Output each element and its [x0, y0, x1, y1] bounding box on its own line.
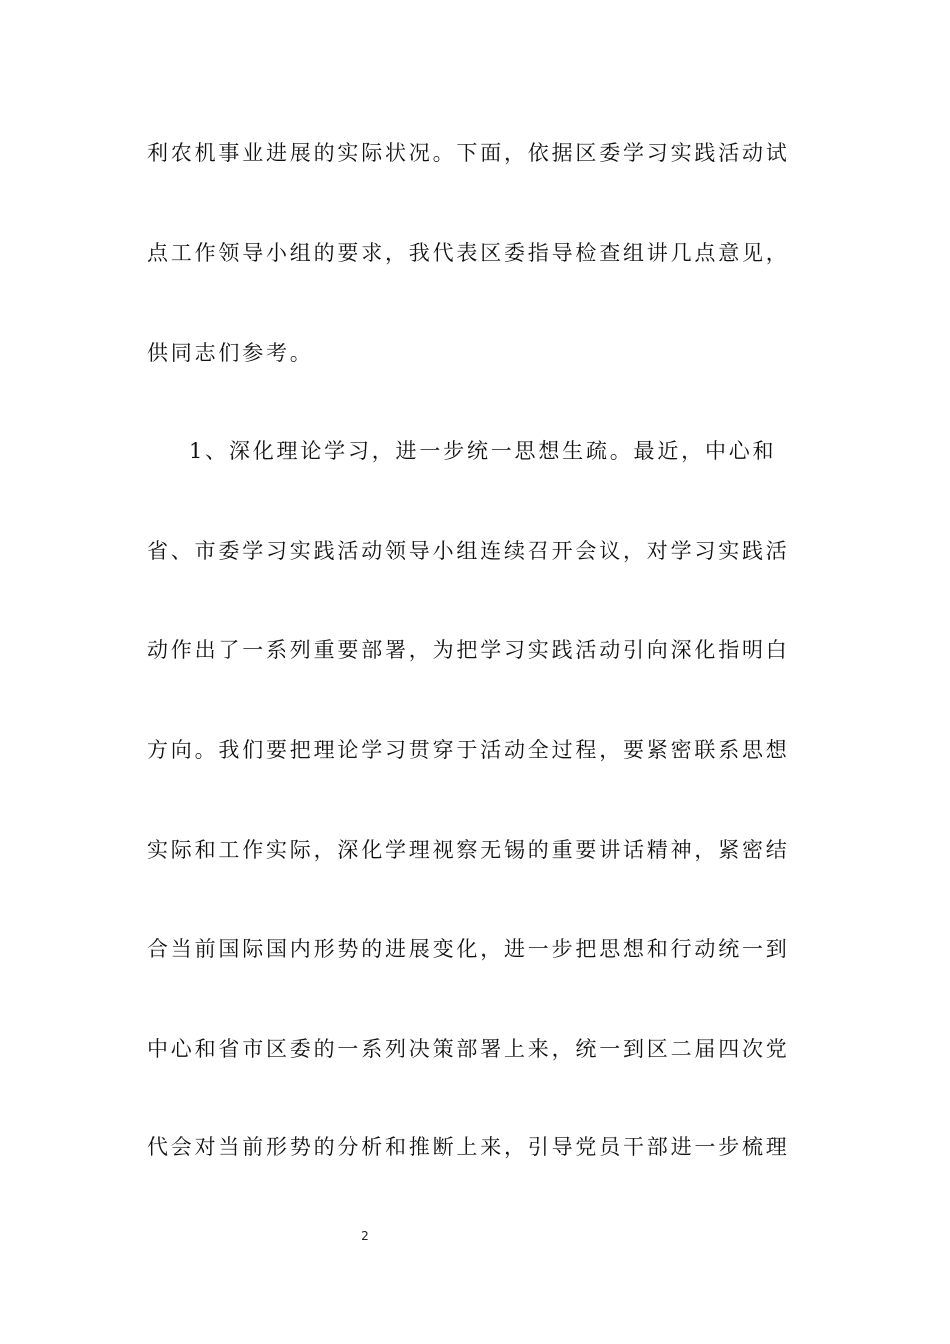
text-line-6: 动作出了一系列重要部署，为把学习实践活动引向深化指明白 — [147, 638, 790, 662]
text-line-3: 供同志们参考。 — [147, 341, 314, 365]
text-line-2: 点工作领导小组的要求，我代表区委指导检查组讲几点意见， — [147, 241, 790, 265]
text-line-8: 实际和工作实际，深化学理视察无锡的重要讲话精神，紧密结 — [147, 838, 790, 862]
text-line-9: 合当前国际国内形势的进展变化，进一步把思想和行动统一到 — [147, 937, 790, 961]
text-line-11: 代会对当前形势的分析和推断上来，引导党员干部进一步梳理 — [147, 1135, 790, 1159]
page-number: 2 — [361, 1229, 369, 1243]
text-line-5: 省、市委学习实践活动领导小组连续召开会议，对学习实践活 — [147, 539, 790, 563]
text-line-1: 利农机事业进展的实际状况。下面，依据区委学习实践活动试 — [147, 141, 790, 165]
text-line-4: 1、深化理论学习，进一步统一思想生疏。最近，中心和 — [189, 439, 777, 463]
text-line-10: 中心和省市区委的一系列决策部署上来，统一到区二届四次党 — [147, 1037, 790, 1061]
text-line-7: 方向。我们要把理论学习贯穿于活动全过程，要紧密联系思想 — [147, 738, 790, 762]
